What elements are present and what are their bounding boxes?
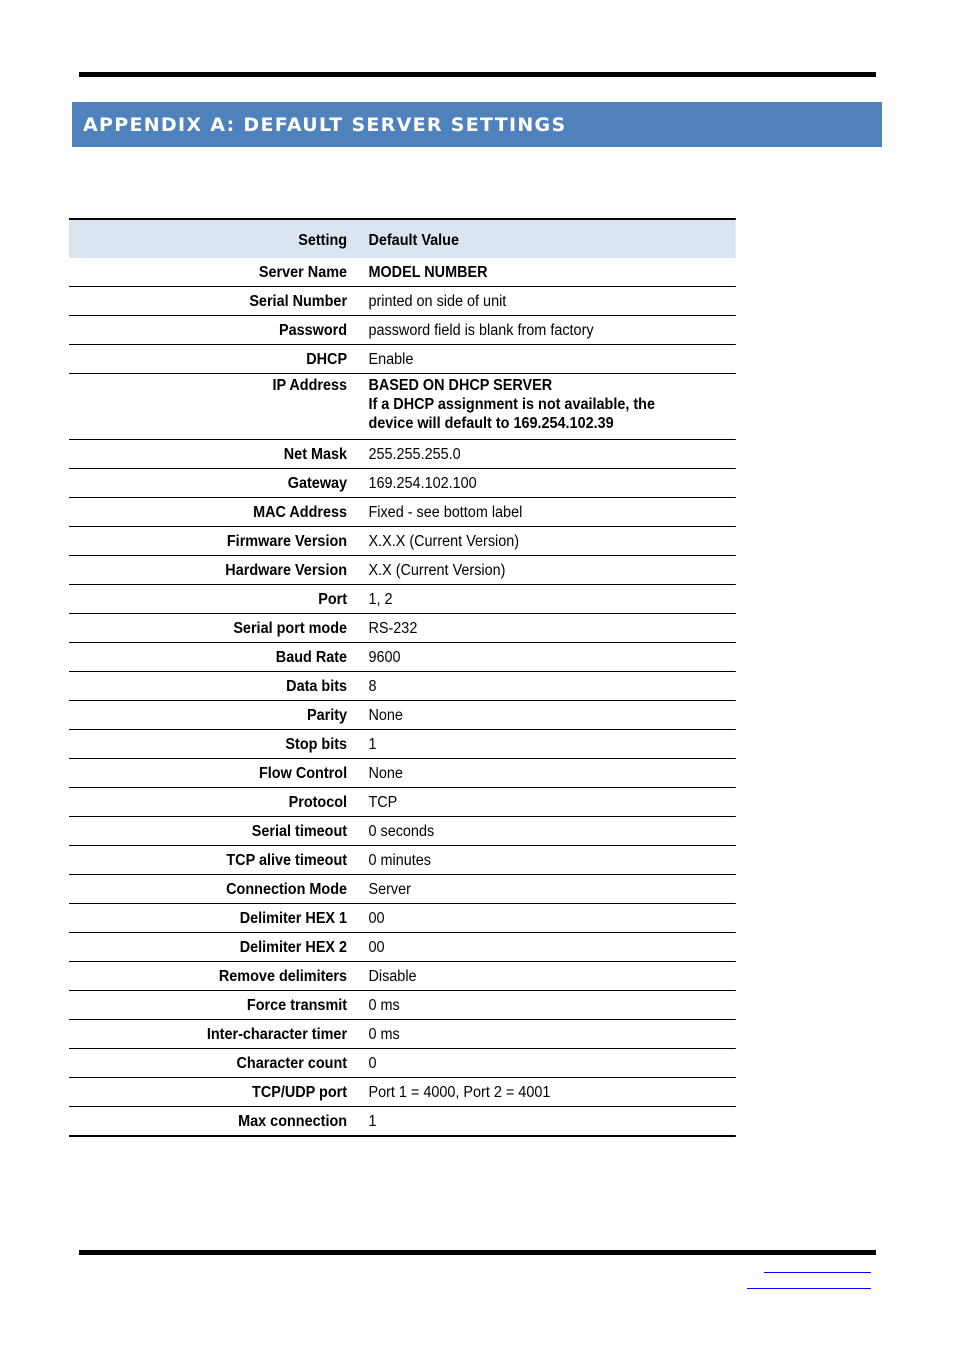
table-row — [69, 556, 736, 585]
table-row — [69, 846, 736, 875]
table-row — [69, 374, 736, 440]
table-row — [69, 287, 736, 316]
setting-value: 9600 — [368, 648, 401, 666]
setting-name: DHCP — [306, 350, 348, 368]
footer-link-1[interactable] — [764, 1272, 871, 1273]
setting-name: Force transmit — [246, 996, 348, 1014]
table-row — [69, 614, 736, 643]
setting-value — [368, 374, 735, 440]
setting-name: Remove delimiters — [218, 967, 348, 985]
setting-value: 0 ms — [368, 1025, 400, 1043]
setting-value: 0 minutes — [368, 851, 431, 869]
column-header-default-value: Default Value — [368, 231, 459, 249]
setting-value: RS-232 — [368, 619, 418, 637]
setting-name: Data bits — [286, 677, 348, 695]
setting-name: Character count — [236, 1054, 348, 1072]
setting-value: 1 — [368, 1112, 377, 1130]
setting-name: Serial timeout — [251, 822, 348, 840]
setting-value: X.X.X (Current Version) — [368, 532, 520, 550]
setting-value: None — [368, 764, 403, 782]
setting-name: Stop bits — [285, 735, 348, 753]
setting-value: 1, 2 — [368, 590, 393, 608]
setting-value: 255.255.255.0 — [368, 445, 461, 463]
setting-name: Net Mask — [283, 445, 348, 463]
table-row — [69, 1049, 736, 1078]
column-header-setting: Setting — [298, 231, 348, 249]
table-row — [69, 1107, 736, 1137]
setting-value-line: BASED ON DHCP SERVER — [368, 377, 553, 394]
setting-value: 8 — [368, 677, 377, 695]
setting-name: Serial Number — [249, 292, 348, 310]
table-row — [69, 730, 736, 759]
setting-value: Enable — [368, 350, 414, 368]
setting-name: Inter-character timer — [206, 1025, 348, 1043]
setting-name: Serial port mode — [233, 619, 348, 637]
table-row — [69, 701, 736, 730]
setting-name: Gateway — [287, 474, 348, 492]
table-row — [69, 817, 736, 846]
setting-name: Flow Control — [258, 764, 348, 782]
setting-value: X.X (Current Version) — [368, 561, 506, 579]
setting-value: printed on side of unit — [368, 292, 507, 310]
page-title: APPENDIX A: DEFAULT SERVER SETTINGS — [83, 113, 567, 136]
setting-value: Fixed - see bottom label — [368, 503, 523, 521]
setting-name: Port — [318, 590, 348, 608]
table-row — [69, 258, 736, 287]
setting-value: 0 ms — [368, 996, 400, 1014]
table-row — [69, 875, 736, 904]
setting-value: MODEL NUMBER — [368, 263, 488, 281]
footer-link-2[interactable] — [747, 1288, 871, 1289]
table-row — [69, 527, 736, 556]
setting-name: Connection Mode — [226, 880, 348, 898]
table-body — [69, 258, 736, 1136]
table-row — [69, 469, 736, 498]
table-row — [69, 345, 736, 374]
table-row — [69, 1020, 736, 1049]
setting-name: MAC Address — [253, 503, 348, 521]
default-settings-table — [69, 218, 736, 1137]
table-row — [69, 643, 736, 672]
setting-name: Password — [278, 321, 348, 339]
table-row — [69, 788, 736, 817]
table-row — [69, 440, 736, 469]
setting-value: None — [368, 706, 403, 724]
setting-value: Disable — [368, 967, 417, 985]
section-banner — [72, 102, 882, 147]
setting-name: Baud Rate — [275, 648, 348, 666]
setting-name: Server Name — [258, 263, 348, 281]
setting-name: Hardware Version — [225, 561, 348, 579]
setting-name: Max connection — [238, 1112, 348, 1130]
table-header-row — [69, 219, 736, 258]
table-row — [69, 991, 736, 1020]
bottom-rule — [79, 1250, 876, 1255]
table-row — [69, 962, 736, 991]
setting-value: Server — [368, 880, 411, 898]
table-row — [69, 316, 736, 345]
setting-value: 0 seconds — [368, 822, 435, 840]
setting-name: Firmware Version — [226, 532, 348, 550]
table-row — [69, 498, 736, 527]
setting-value: 00 — [368, 938, 385, 956]
setting-name: TCP/UDP port — [252, 1083, 348, 1101]
setting-name: Delimiter HEX 1 — [239, 909, 348, 927]
table-row — [69, 933, 736, 962]
setting-name: Delimiter HEX 2 — [239, 938, 348, 956]
setting-name: Protocol — [288, 793, 348, 811]
setting-value-line: If a DHCP assignment is not available, the — [368, 396, 655, 413]
setting-value: 169.254.102.100 — [368, 474, 477, 492]
setting-value-line: device will default to 169.254.102.39 — [368, 415, 614, 432]
setting-value: password field is blank from factory — [368, 321, 594, 339]
setting-value: Port 1 = 4000, Port 2 = 4001 — [368, 1083, 551, 1101]
table-row — [69, 585, 736, 614]
setting-name: TCP alive timeout — [226, 851, 348, 869]
setting-value: TCP — [368, 793, 398, 811]
setting-value: 00 — [368, 909, 385, 927]
top-rule — [79, 72, 876, 77]
setting-value: 0 — [368, 1054, 377, 1072]
table-row — [69, 759, 736, 788]
table-row — [69, 672, 736, 701]
table-row — [69, 904, 736, 933]
setting-value: 1 — [368, 735, 377, 753]
setting-name: IP Address — [272, 377, 348, 394]
setting-name: Parity — [306, 706, 348, 724]
table-row — [69, 1078, 736, 1107]
